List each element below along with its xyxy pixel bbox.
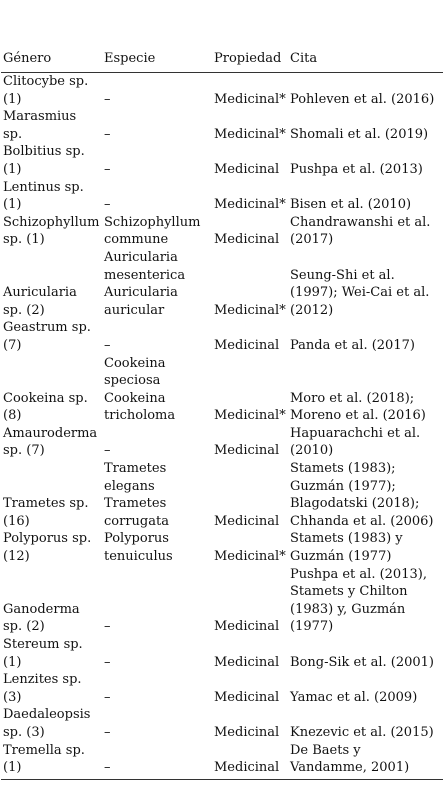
cell-cita: Panda et al. (2017) bbox=[290, 337, 415, 353]
cell-especie: – bbox=[104, 654, 111, 670]
header-genero: Género bbox=[1, 43, 102, 73]
cell-cita: Yamac et al. (2009) bbox=[290, 689, 418, 705]
cell-propiedad: Medicinal* bbox=[214, 549, 286, 565]
table-row bbox=[1, 460, 443, 530]
cell-cita: Chandrawanshi et al. (2017) bbox=[290, 214, 431, 248]
cell-cita: Stamets (1983); Guzmán (1977); Blagodatski (2018); Chhanda et al. (2006) bbox=[290, 461, 434, 529]
cell-genero: Bolbitius sp. (1) bbox=[3, 144, 85, 177]
cell-especie: Polyporus tenuiculus bbox=[104, 531, 173, 565]
table-row bbox=[1, 671, 443, 706]
cell-propiedad: Medicinal* bbox=[214, 197, 286, 213]
table-row bbox=[1, 355, 443, 425]
cell-propiedad: Medicinal* bbox=[214, 126, 286, 142]
cell-especie: – bbox=[104, 724, 111, 740]
cell-propiedad: Medicinal bbox=[214, 443, 280, 459]
table-row bbox=[1, 319, 443, 354]
header-row bbox=[1, 43, 443, 73]
cell-genero: Ganoderma sp. (2) bbox=[3, 601, 80, 635]
cell-propiedad: Medicinal bbox=[214, 689, 280, 705]
cell-propiedad: Medicinal* bbox=[214, 91, 286, 107]
table-row bbox=[1, 706, 443, 741]
cell-especie: – bbox=[104, 443, 111, 459]
cell-cita: Pushpa et al. (2013), Stamets y Chilton (1983) y, Guzmán (1977) bbox=[290, 566, 427, 635]
cell-especie: Schizophyllum commune bbox=[104, 214, 201, 248]
cell-cita: Bisen et al. (2010) bbox=[290, 197, 412, 213]
cell-genero: Stereum sp. (1) bbox=[3, 637, 83, 670]
table-row bbox=[1, 73, 443, 109]
cell-genero: Trametes sp. (16) bbox=[3, 496, 89, 529]
cell-especie: – bbox=[104, 689, 111, 705]
table-row bbox=[1, 108, 443, 143]
cell-cita: Knezevic et al. (2015) bbox=[290, 724, 434, 740]
cell-propiedad: Medicinal bbox=[214, 161, 280, 177]
cell-especie: – bbox=[104, 619, 111, 635]
cell-genero: Schizophyllum sp. (1) bbox=[3, 214, 100, 248]
cell-especie: – bbox=[104, 337, 111, 353]
table-body bbox=[1, 73, 443, 780]
table-row bbox=[1, 143, 443, 178]
cell-propiedad: Medicinal* bbox=[214, 302, 286, 318]
cell-genero: Marasmius sp. bbox=[3, 109, 77, 142]
table-row bbox=[1, 566, 443, 636]
cell-especie: – bbox=[104, 91, 111, 107]
cell-cita: Seung-Shi et al. (1997); Wei-Cai et al. (2012) bbox=[290, 267, 430, 318]
table-row bbox=[1, 179, 443, 214]
cell-genero: Daedaleopsis sp. (3) bbox=[3, 707, 91, 740]
cell-genero: Amauroderma sp. (7) bbox=[3, 425, 98, 459]
cell-cita: Bong-Sik et al. (2001) bbox=[290, 654, 434, 670]
cell-especie: Trametes elegans Trametes corrugata bbox=[104, 461, 169, 529]
cell-genero: Polyporus sp. (12) bbox=[3, 531, 92, 565]
table-header bbox=[1, 43, 443, 73]
table-row bbox=[1, 530, 443, 565]
cell-genero: Cookeina sp. (8) bbox=[3, 390, 88, 424]
cell-propiedad: Medicinal bbox=[214, 724, 280, 740]
cell-especie: – bbox=[104, 126, 111, 142]
cell-propiedad: Medicinal bbox=[214, 513, 280, 529]
cell-especie: – bbox=[104, 197, 111, 213]
cell-cita: Moro et al. (2018); Moreno et al. (2016) bbox=[290, 390, 426, 424]
cell-propiedad: Medicinal bbox=[214, 654, 280, 670]
cell-propiedad: Medicinal* bbox=[214, 408, 286, 424]
cell-genero: Lentinus sp. (1) bbox=[3, 179, 84, 213]
cell-cita: Shomali et al. (2019) bbox=[290, 126, 429, 142]
cell-genero: Auricularia sp. (2) bbox=[3, 285, 77, 318]
cell-genero: Lenzites sp. (3) bbox=[3, 672, 82, 705]
cell-especie: Auricularia mesenterica Auricularia auricular bbox=[104, 249, 186, 318]
header-cita: Cita bbox=[288, 43, 443, 73]
cell-especie: – bbox=[102, 742, 212, 780]
cell-propiedad: Medicinal bbox=[214, 232, 280, 248]
cell-genero: Clitocybe sp. (1) bbox=[3, 74, 89, 107]
cell-cita: De Baets y Vandamme, 2001) bbox=[288, 742, 443, 780]
cell-cita: Hapuarachchi et al. (2010) bbox=[290, 425, 421, 459]
cell-especie: Cookeina speciosa Cookeina tricholoma bbox=[104, 355, 176, 424]
cell-genero: Tremella sp. (1) bbox=[1, 742, 102, 780]
table-row bbox=[1, 249, 443, 319]
cell-cita: Pohleven et al. (2016) bbox=[290, 91, 435, 107]
table-row bbox=[1, 742, 443, 780]
header-propiedad: Propiedad bbox=[212, 43, 288, 73]
table-row bbox=[1, 636, 443, 671]
header-especie: Especie bbox=[102, 43, 212, 73]
cell-propiedad: Medicinal bbox=[212, 742, 288, 780]
cell-cita: Stamets (1983) y Guzmán (1977) bbox=[290, 531, 403, 565]
table-row bbox=[1, 214, 443, 249]
cell-especie: – bbox=[104, 161, 111, 177]
table-row bbox=[1, 425, 443, 460]
cell-cita: Pushpa et al. (2013) bbox=[290, 161, 423, 177]
cell-propiedad: Medicinal bbox=[214, 337, 280, 353]
cell-genero: Geastrum sp. (7) bbox=[3, 320, 91, 353]
cell-propiedad: Medicinal bbox=[214, 619, 280, 635]
fungi-properties-table bbox=[1, 43, 443, 780]
